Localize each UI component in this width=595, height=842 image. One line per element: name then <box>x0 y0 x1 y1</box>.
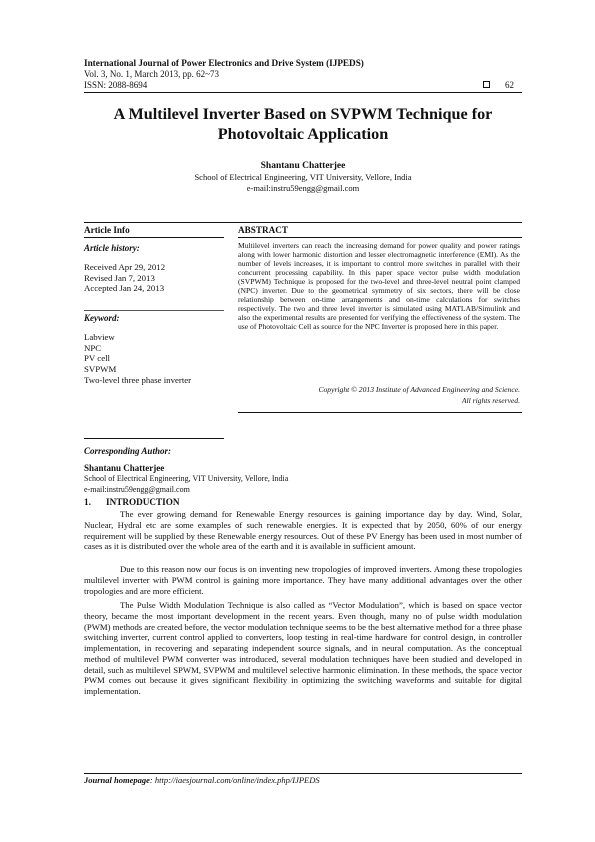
author-name: Shantanu Chatterjee <box>260 161 346 171</box>
history-accepted: Accepted Jan 24, 2013 <box>84 283 165 294</box>
keyword-item: SVPWM <box>84 364 117 375</box>
footer-divider <box>84 773 522 774</box>
abstract-heading-rule <box>238 237 522 238</box>
keyword-item: PV cell <box>84 353 110 364</box>
corresponding-author-heading: Corresponding Author: <box>84 446 171 456</box>
journal-homepage-link[interactable]: : http://iaesjournal.com/online/index.php/IJPEDS <box>149 775 320 785</box>
header-divider <box>84 92 522 93</box>
body-paragraph: The Pulse Width Modulation Technique is also called as “Vector Modulation”, which is based on space vector theory, became the most important development in the recent years. Even though, many no of pulse width modulation (PWM) methods are created before, the vector modulation technique seems to be the best alternative method for a three phase switching inverter, current control applied to converters, loop testing in real-time hardware for control design, in controller implementation, in recovering and separating independent source signals, and in neural computation. As the conceptual method of multilevel PWM converter was introduced, several modulation techniques have been studied and developed in detail, such as multilevel SPWM, SVPWM and multilevel selective harmonic elimination. In these methods, the space vector PWM comes out because it gives significant flexibility in optimizing the switching waveforms and suitable for digital implementation. <box>84 600 522 696</box>
article-history-heading: Article history: <box>84 243 140 253</box>
keyword-item: Labview <box>84 332 115 342</box>
body-paragraph: The ever growing demand for Renewable Energy resources is gaining importance day by day. Wind, Solar, Nuclear, Hydral etc are some examples of such renewable energies. It is expected that by 2050, 60% of our energy requirement will be supplied by these Renewable energy resources. Out of these PV Energy has been used in most number of cases as it is distributed over the whole area of the earth and it is available in sufficient amount. <box>84 509 522 552</box>
keywords-list <box>84 332 191 386</box>
article-info-heading-rule <box>84 237 224 238</box>
article-info-heading: Article Info <box>84 225 130 235</box>
section-heading <box>84 497 180 508</box>
corresponding-author-email: e-mail:instru59engg@gmail.com <box>84 485 190 494</box>
corresponding-author-name: Shantanu Chatterjee <box>84 463 165 473</box>
journal-homepage <box>84 775 320 786</box>
article-history-list <box>84 262 165 294</box>
copyright-line-1: Copyright © 2013 Institute of Advanced Engineering and Science. <box>318 385 520 394</box>
square-icon <box>483 81 490 88</box>
page-number: 62 <box>505 80 514 90</box>
paper-title-line-1: A Multilevel Inverter Based on SVPWM Technique for <box>113 105 493 123</box>
keywords-divider <box>84 310 224 311</box>
abstract-bottom-rule <box>238 412 522 413</box>
abstract-text: Multilevel inverters can reach the increasing demand for power quality and power ratings along with lower harmonic distortion and lesser electromagnetic interference (EMI). As the number of levels increases, it is important to control more switches in parallel with their concurrent processing capability. In this paper space vector pulse width modulation (SVPWM) Technique is proposed for the two-level and three-level neutral point clamped (NPC) inverter. Due to the geometrical symmetry of six sectors, there will be close relationship between on-time arrangements and on-time calculations for switches respectively. The two and three level inverter is simulated using MATLAB/Simulink and also the experimental results are presented for verifying the effectiveness of the system. The use of Photovoltaic Cell as source for the NPC Inverter is proposed here in this paper. <box>238 241 520 332</box>
history-received: Received Apr 29, 2012 <box>84 262 166 272</box>
paper-title-line-2: Photovoltaic Application <box>217 125 389 143</box>
corresponding-author-affiliation: School of Electrical Engineering, VIT University, Vellore, India <box>84 474 289 483</box>
keyword-item: Two-level three phase inverter <box>84 374 192 385</box>
info-box-top-rule <box>84 222 522 223</box>
journal-issn: ISSN: 2088-8694 <box>84 80 148 90</box>
journal-volume: Vol. 3, No. 1, March 2013, pp. 62~73 <box>84 69 219 79</box>
body-paragraph: Due to this reason now our focus is on inventing new tropologies of improved inverters. Among these tropologies multilevel inverter with PWM control is gaining more importance. They have many additional advantages over the other tropologies and are more efficient. <box>84 564 522 596</box>
section-number: 1. <box>84 497 91 507</box>
history-revised: Revised Jan 7, 2013 <box>84 272 155 283</box>
article-info-bottom-rule <box>84 438 224 439</box>
abstract-heading: ABSTRACT <box>238 225 289 235</box>
journal-name: International Journal of Power Electronics and Drive System (IJPEDS) <box>84 58 364 68</box>
keywords-heading: Keyword: <box>84 313 120 323</box>
author-email: e-mail:instru59engg@gmail.com <box>246 183 360 193</box>
paper-title <box>84 104 522 144</box>
section-title: INTRODUCTION <box>106 497 180 507</box>
journal-homepage-label: Journal homepage <box>84 775 150 785</box>
keyword-item: NPC <box>84 342 102 353</box>
copyright-line-2: All rights reserved. <box>461 396 520 405</box>
author-affiliation: School of Electrical Engineering, VIT University, Vellore, India <box>194 172 412 182</box>
